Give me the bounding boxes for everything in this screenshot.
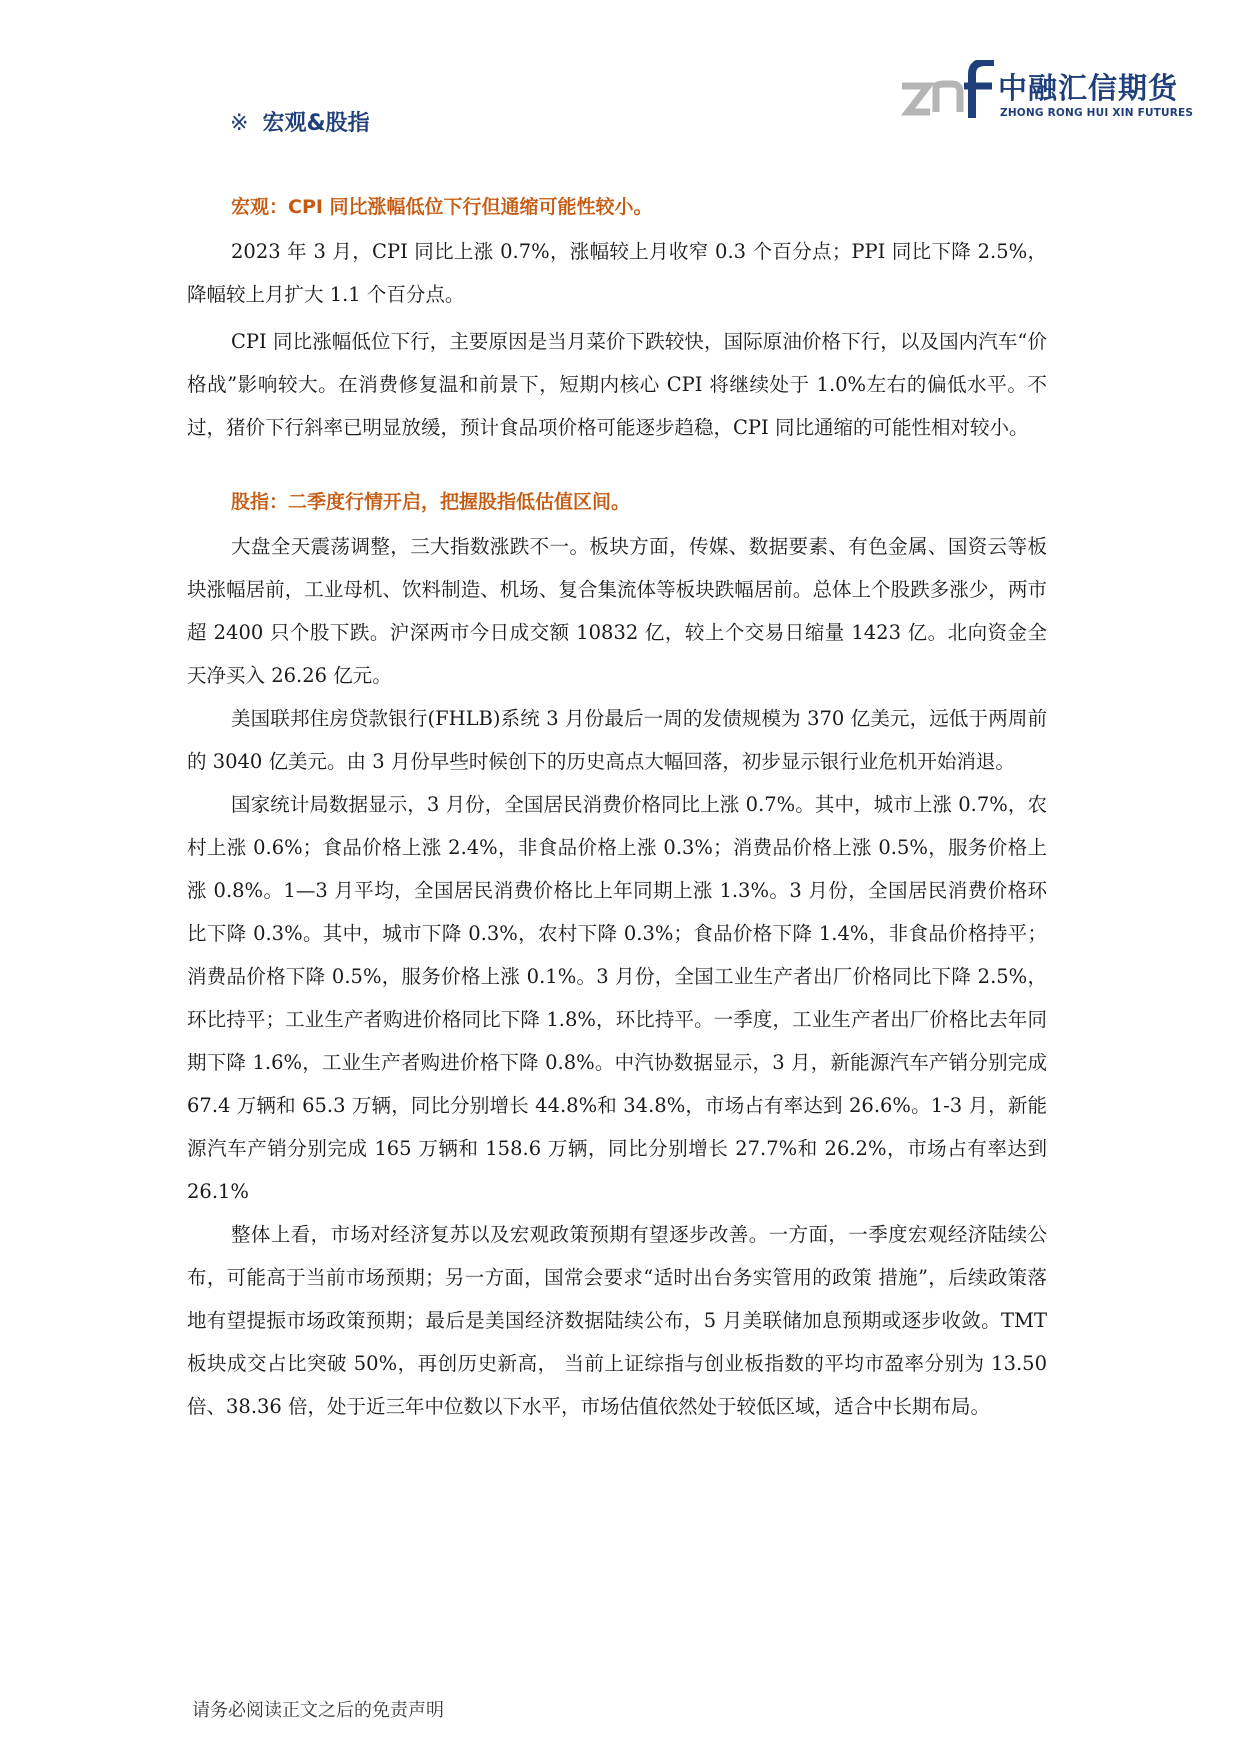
disclaimer-footer: 请务必阅读正文之后的免责声明	[192, 1700, 444, 1721]
section-title	[230, 106, 370, 137]
macro-paragraph: CPI 同比涨幅低位下行，主要原因是当月菜价下跌较快，国际原油价格下行，以及国内汽车“价格战”影响较大。在消费修复温和前景下，短期内核心 CPI 将继续处于 1.0%左右的偏低水平。不过，猪价下行斜率已明显放缓，预计食品项价格可能逐步趋稳，CPI 同比通缩的可能性相对较小。	[187, 330, 1047, 439]
company-logo	[900, 60, 1200, 130]
index-paragraph: 美国联邦住房贷款银行(FHLB)系统 3 月份最后一周的发债规模为 370 亿美元，远低于两周前的 3040 亿美元。由 3 月份早些时候创下的历史高点大幅回落，初步显示银行业危机开始消退。	[187, 707, 1047, 773]
report-body	[187, 190, 1047, 1428]
logo-chinese-name: 中融汇信期货	[998, 71, 1179, 105]
macro-heading: 宏观：CPI 同比涨幅低位下行但通缩可能性较小。	[231, 196, 653, 218]
reference-mark-icon: ※	[230, 111, 249, 136]
znf-logo-mark-icon	[900, 60, 996, 122]
macro-paragraph: 2023 年 3 月，CPI 同比上涨 0.7%，涨幅较上月收窄 0.3 个百分点；PPI 同比下降 2.5%，降幅较上月扩大 1.1 个百分点。	[187, 240, 1047, 306]
index-paragraph: 国家统计局数据显示，3 月份，全国居民消费价格同比上涨 0.7%。其中，城市上涨 0.7%，农村上涨 0.6%；食品价格上涨 2.4%，非食品价格上涨 0.3%；消费品价格上涨 0.5%，服务价格上涨 0.8%。1—3 月平均，全国居民消费价格比上年同期上涨 1.3%。3 月份，全国居民消费价格环比下降 0.3%。其中，城市下降 0.3%，农村下降 0.3%；食品价格下降 1.4%，非食品价格持平；消费品价格下降 0.5%，服务价格上涨 0.1%。3 月份，全国工业生产者出厂价格同比下降 2.5%，环比持平；工业生产者购进价格同比下降 1.8%，环比持平。一季度，工业生产者出厂价格比去年同期下降 1.6%，工业生产者购进价格下降 0.8%。中汽协数据显示，3 月，新能源汽车产销分别完成 67.4 万辆和 65.3 万辆，同比分别增长 44.8%和 34.8%，市场占有率达到 26.6%。1-3 月，新能源汽车产销分别完成 165 万辆和 158.6 万辆，同比分别增长 27.7%和 26.2%，市场占有率达到 26.1%	[187, 793, 1047, 1203]
index-heading: 股指：二季度行情开启，把握股指低估值区间。	[231, 491, 631, 513]
index-paragraph: 整体上看，市场对经济复苏以及宏观政策预期有望逐步改善。一方面，一季度宏观经济陆续公布，可能高于当前市场预期；另一方面，国常会要求“适时出台务实管用的政策 措施”，后续政策落地有望提振市场政策预期；最后是美国经济数据陆续公布，5 月美联储加息预期或逐步收敛。TMT 板块成交占比突破 50%，再创历史新高， 当前上证综指与创业板指数的平均市盈率分别为 13.50 倍、38.36 倍，处于近三年中位数以下水平，市场估值依然处于较低区域，适合中长期布局。	[187, 1223, 1047, 1418]
section-title-text: 宏观&股指	[262, 111, 370, 136]
index-paragraph: 大盘全天震荡调整，三大指数涨跌不一。板块方面，传媒、数据要素、有色金属、国资云等板块涨幅居前，工业母机、饮料制造、机场、复合集流体等板块跌幅居前。总体上个股跌多涨少，两市超 2400 只个股下跌。沪深两市今日成交额 10832 亿，较上个交易日缩量 1423 亿。北向资金全天净买入 26.26 亿元。	[187, 535, 1047, 687]
logo-english-name: ZHONG RONG HUI XIN FUTURES	[1000, 107, 1194, 119]
